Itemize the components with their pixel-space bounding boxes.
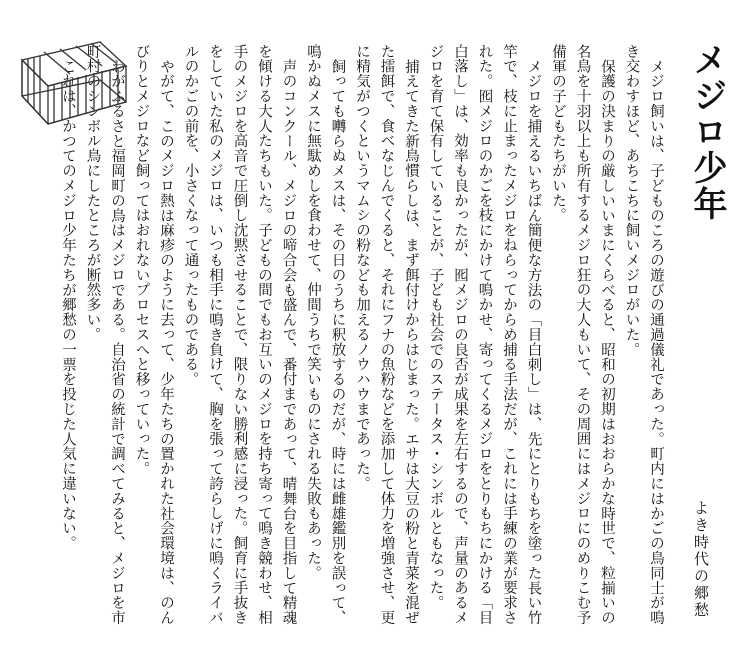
- article-subtitle: よき時代の郷愁: [692, 500, 710, 619]
- paragraph: メジロを捕えるいちばん簡便な方法の「目白刺し」は、先にとりもちを塗った長い竹竿で、枝に止まったメジロをねらってからめ捕る手法だが、これには手練の業が要求された。囮メジロのかごを枝にかけて鳴かせ、寄ってくるメジロをとりもちにかける「目白落し」は、効率も良かったが、囮メジロの良否が成果を左右するので、声量のあるメジロを育て保有していることが、子ども社会でのステータス・シンボルともなった。: [427, 44, 542, 626]
- article-title: メジロ少年: [687, 42, 727, 222]
- paragraph: 保護の決まりの厳しいいまにくらべると、昭和の初期はおおらかな時世で、粒揃いの名鳥を十羽以上も所有するメジロ狂の大人もいて、その周囲にはメジロにのめりこむ予備軍の子どもたちがいた。: [550, 44, 615, 626]
- paragraph: これは、かつてのメジロ少年たちが郷愁の一票を投じた人気に違いない。: [60, 58, 76, 551]
- paragraph: やがて、このメジロ熱は麻疹のように去って、少年たちの置かれた社会環境は、のんびりとメジロなど飼ってはおれないプロセスへと移っていった。: [133, 44, 174, 625]
- birdcage-sketch-icon: [14, 20, 132, 132]
- paragraph: メジロ飼いは、子どものころの遊びの通過儀礼であった。町内にはかごの鳥同士が鳴き交わすほど、あちこちに飼いメジロがいた。: [623, 44, 664, 625]
- paragraph: 声のコンクール、メジロの啼合会も盛んで、番付まであって、晴舞台を目指して精魂を傾ける大人たちもいた。子どもの間でもお互いのメジロを持ち寄って鳴き競わせ、相手のメジロを高音で圧倒し沈黙させることで、限りない勝利感に浸った。飼育に手抜きをしていた私のメジロは、いつも相手に鳴き負けて、胸を張って誇らしげに鳴くライバルのかごの前を、小さくなって通ったものである。: [182, 44, 297, 626]
- paragraph: わがふるさと福岡町の鳥はメジロである。自治省の統計で調べてみると、メジロを市町村のシンボル鳥にしたところが断然多い。: [84, 44, 125, 625]
- paragraph: 捕えてきた新鳥慣らしは、まず餌付けからはじまった。エサは大豆の粉と青菜を混ぜた擂餌で、食べなじんでくると、それにフナの魚粉などを添加して体力を増強させ、更に精気がつくというマムシの粉なども加えるノウハウまであった。: [354, 44, 419, 626]
- article-body: [18, 44, 668, 634]
- paragraph: 飼っても囀らぬメスは、その日のうちに釈放するのだが、時には雌雄鑑別を誤って、鳴かぬメスに無駄めしを食わせて、仲間うちで笑いものにされる失敗もあった。: [305, 44, 346, 625]
